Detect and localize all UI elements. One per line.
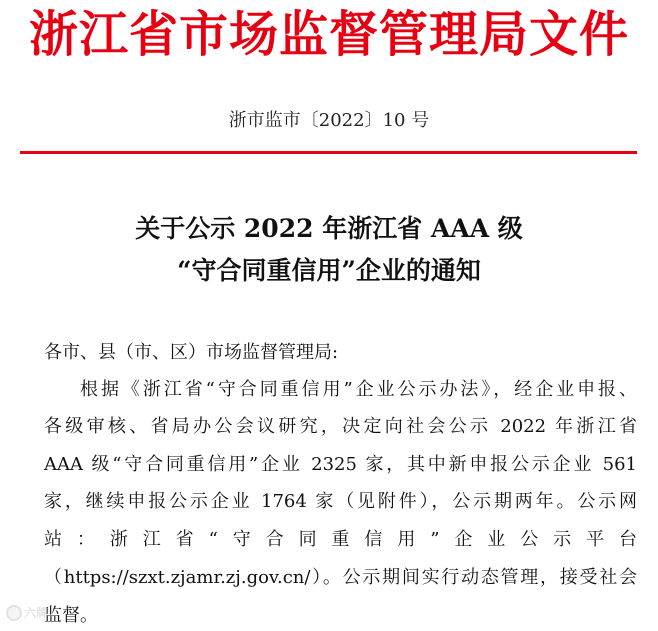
body-line: 站：浙江省“守合同重信用”企业公示平台 <box>44 529 637 550</box>
header-red-rule <box>20 151 637 154</box>
body-line: 根据《浙江省“守合同重信用”企业公示办法》，经企业申报、 <box>80 379 637 400</box>
document-header-title: 浙江省市场监督管理局文件 <box>28 6 629 63</box>
watermark <box>6 604 48 621</box>
watermark-text: 六牌 <box>24 606 49 620</box>
body-line: 各级审核、省局办公会议研究，决定向社会公示 2022 年浙江省 <box>44 416 637 437</box>
notice-title-line-2: “守合同重信用”企业的通知 <box>177 256 481 285</box>
body-line: AAA 级“守合同重信用”企业 2325 家，其中新申报公示企业 561 <box>44 454 637 475</box>
document-number: 浙市监市〔2022〕10 号 <box>228 110 430 131</box>
salutation: 各市、县（市、区）市场监督管理局: <box>44 342 339 363</box>
notice-title-line-1: 关于公示 2022 年浙江省 AAA 级 <box>135 214 523 243</box>
body-line: 监督。 <box>44 605 98 626</box>
body-line: 家，继续申报公示企业 1764 家（见附件），公示期两年。公示网 <box>44 491 637 512</box>
body-line: （https://szxt.zjamr.zj.gov.cn/）。公示期间实行动态管理，接受社会 <box>44 567 637 588</box>
watermark-logo-icon <box>6 605 22 621</box>
